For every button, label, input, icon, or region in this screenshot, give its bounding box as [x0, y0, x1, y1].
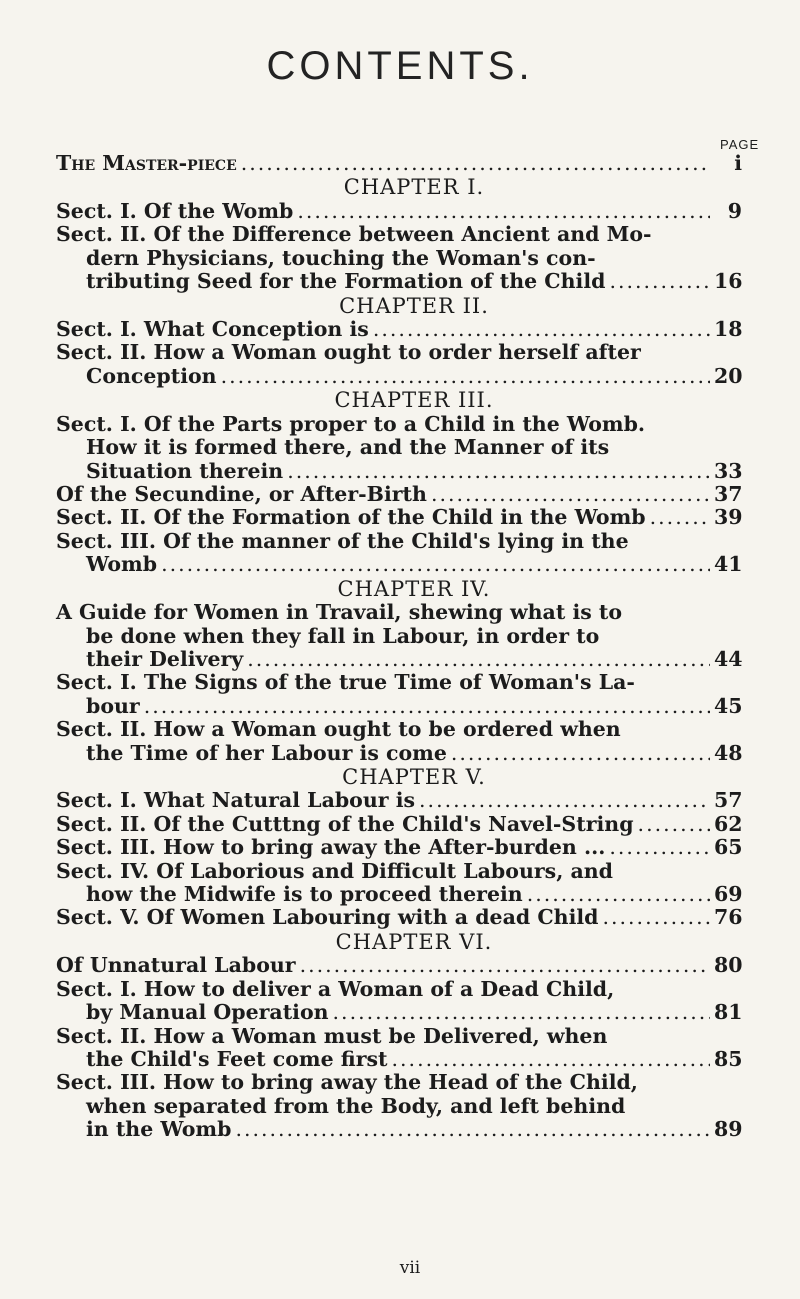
leader-dots — [638, 813, 710, 836]
toc-entry-page: 20 — [714, 363, 743, 388]
toc-entry-page: 48 — [714, 740, 743, 765]
toc-entry-line: A Guide for Women in Travail, shewing what is to — [56, 600, 623, 625]
leader-dots — [247, 648, 710, 671]
toc-entry — [56, 906, 742, 929]
toc-entry-line: dern Physicians, touching the Woman's con- — [86, 245, 596, 270]
toc-entry — [56, 483, 742, 506]
leader-dots — [287, 460, 710, 483]
toc-entry-page: 85 — [714, 1047, 743, 1071]
toc-entry-label: tributing Seed for the Formation of the Child — [86, 269, 606, 294]
toc-entry-label: their Delivery — [86, 646, 244, 671]
toc-entry — [56, 1025, 742, 1072]
toc-entry-page: 65 — [714, 835, 743, 860]
toc-entry-line: Sect. II. How a Woman ought to order herself after — [56, 340, 641, 365]
toc-entry-line: Sect. IV. Of Laborious and Difficult Labours, and — [56, 858, 613, 883]
chapter-heading: CHAPTER V. — [342, 764, 486, 789]
chapter-heading: CHAPTER I. — [343, 175, 485, 200]
toc-entry-line: Sect. I. Of the Parts proper to a Child in the Womb. — [56, 411, 646, 436]
toc-entry-front — [56, 152, 742, 175]
toc-entry-page: 33 — [714, 458, 743, 483]
toc-entry — [56, 836, 742, 859]
toc-entry-label: in the Womb — [86, 1117, 232, 1142]
toc-entry-label: Of the Secundine, or After-Birth — [56, 481, 427, 506]
toc-entry — [56, 954, 742, 977]
leader-dots — [602, 906, 710, 929]
toc-entry-label: Womb — [86, 552, 158, 577]
toc-entry-line: be done when they fall in Labour, in order to — [86, 623, 600, 648]
toc-entry — [56, 1071, 742, 1141]
toc-entry-line: Sect. II. How a Woman ought to be ordered when — [56, 717, 621, 742]
toc-entry-page: 16 — [714, 269, 743, 294]
toc-entry-line: Sect. II. How a Woman must be Delivered, when — [56, 1023, 608, 1048]
toc-entry — [56, 341, 742, 388]
toc-entry-label: how the Midwife is to proceed therein — [86, 882, 523, 907]
toc-entry-line: Sect. II. Of the Difference between Ancient and Mo- — [56, 222, 652, 247]
leader-dots — [609, 836, 710, 859]
toc-entry — [56, 530, 742, 577]
toc-entry-label: Sect. I. What Conception is — [56, 317, 369, 342]
toc-entry-line: Sect. III. Of the manner of the Child's lying in the — [56, 528, 629, 553]
toc-entry-label: Sect. II. Of the Cutttng of the Child's Navel-String — [56, 811, 634, 836]
leader-dots — [333, 1001, 710, 1024]
toc-entry-page: 57 — [714, 788, 743, 813]
leader-dots — [609, 270, 710, 293]
toc-entry-label: bour — [86, 693, 140, 718]
toc-entry-label: Sect. I. Of the Womb — [56, 198, 294, 223]
toc-entry — [56, 813, 742, 836]
toc-entry-page: 62 — [714, 811, 743, 836]
toc-entry — [56, 601, 742, 671]
toc-entry-line: Sect. I. The Signs of the true Time of Woman's La- — [56, 670, 635, 695]
leader-dots — [527, 883, 710, 906]
toc-entry-label: Sect. I. What Natural Labour is — [56, 788, 416, 813]
toc-entry-label: the Time of her Labour is come — [86, 740, 447, 765]
toc-entry-label: Sect. V. Of Women Labouring with a dead Child — [56, 905, 599, 930]
page-folio: vii — [399, 1258, 421, 1278]
leader-dots — [451, 742, 710, 765]
leader-dots — [650, 506, 710, 529]
toc-entry — [56, 789, 742, 812]
table-of-contents — [56, 152, 742, 1142]
toc-entry — [56, 223, 742, 293]
leader-dots — [161, 553, 710, 576]
toc-entry — [56, 718, 742, 765]
toc-entry-label: Sect. II. Of the Formation of the Child in the Womb — [56, 505, 646, 530]
leader-dots — [297, 200, 710, 223]
leader-dots — [419, 789, 710, 812]
page-title: CONTENTS. — [266, 44, 534, 88]
toc-entry-page: 76 — [714, 905, 743, 930]
toc-entry-page: i — [734, 151, 742, 175]
toc-entry-label: Sect. III. How to bring away the After-burden ... — [56, 835, 606, 860]
toc-entry-page: 37 — [714, 481, 743, 506]
toc-entry-label: Situation therein — [86, 458, 284, 483]
toc-entry-label: The Master-piece — [56, 151, 237, 175]
toc-entry-page: 39 — [714, 505, 743, 530]
toc-entry — [56, 318, 742, 341]
toc-entry-page: 41 — [714, 552, 743, 577]
page-column-label: PAGE — [720, 137, 760, 152]
chapter-heading: CHAPTER VI. — [335, 929, 493, 954]
leader-dots — [373, 318, 710, 341]
chapter-heading: CHAPTER III. — [334, 388, 494, 413]
toc-entry-label: the Child's Feet come first — [86, 1047, 388, 1071]
toc-entry-line: Sect. III. How to bring away the Head of the Child, — [56, 1070, 638, 1095]
toc-entry-page: 44 — [714, 646, 743, 671]
toc-entry-line: when separated from the Body, and left behind — [86, 1093, 626, 1118]
toc-entry-page: 9 — [727, 198, 742, 223]
toc-entry — [56, 978, 742, 1025]
leader-dots — [221, 365, 710, 388]
leader-dots — [144, 695, 710, 718]
chapter-heading: CHAPTER II. — [339, 293, 489, 318]
toc-entry-label: Of Unnatural Labour — [56, 953, 296, 978]
toc-entry-label: by Manual Operation — [86, 1000, 329, 1025]
toc-entry-label: Conception — [86, 363, 217, 388]
toc-entry-page: 81 — [714, 1000, 743, 1025]
toc-entry-page: 45 — [714, 693, 743, 718]
toc-entry — [56, 671, 742, 718]
chapter-heading: CHAPTER IV. — [337, 576, 491, 601]
toc-entry — [56, 200, 742, 223]
leader-dots — [235, 1118, 710, 1141]
toc-entry-page: 69 — [714, 882, 743, 907]
leader-dots — [241, 152, 710, 175]
toc-entry-page: 80 — [714, 953, 743, 978]
toc-entry-page: 89 — [714, 1117, 743, 1142]
toc-entry-page: 18 — [714, 317, 743, 342]
leader-dots — [431, 483, 710, 506]
leader-dots — [392, 1048, 710, 1071]
chapter-list — [56, 175, 742, 1141]
toc-entry — [56, 860, 742, 907]
leader-dots — [300, 954, 710, 977]
toc-entry-line: Sect. I. How to deliver a Woman of a Dead Child, — [56, 976, 615, 1001]
toc-entry-line: How it is formed there, and the Manner of its — [86, 435, 610, 460]
toc-entry — [56, 506, 742, 529]
toc-entry — [56, 413, 742, 483]
